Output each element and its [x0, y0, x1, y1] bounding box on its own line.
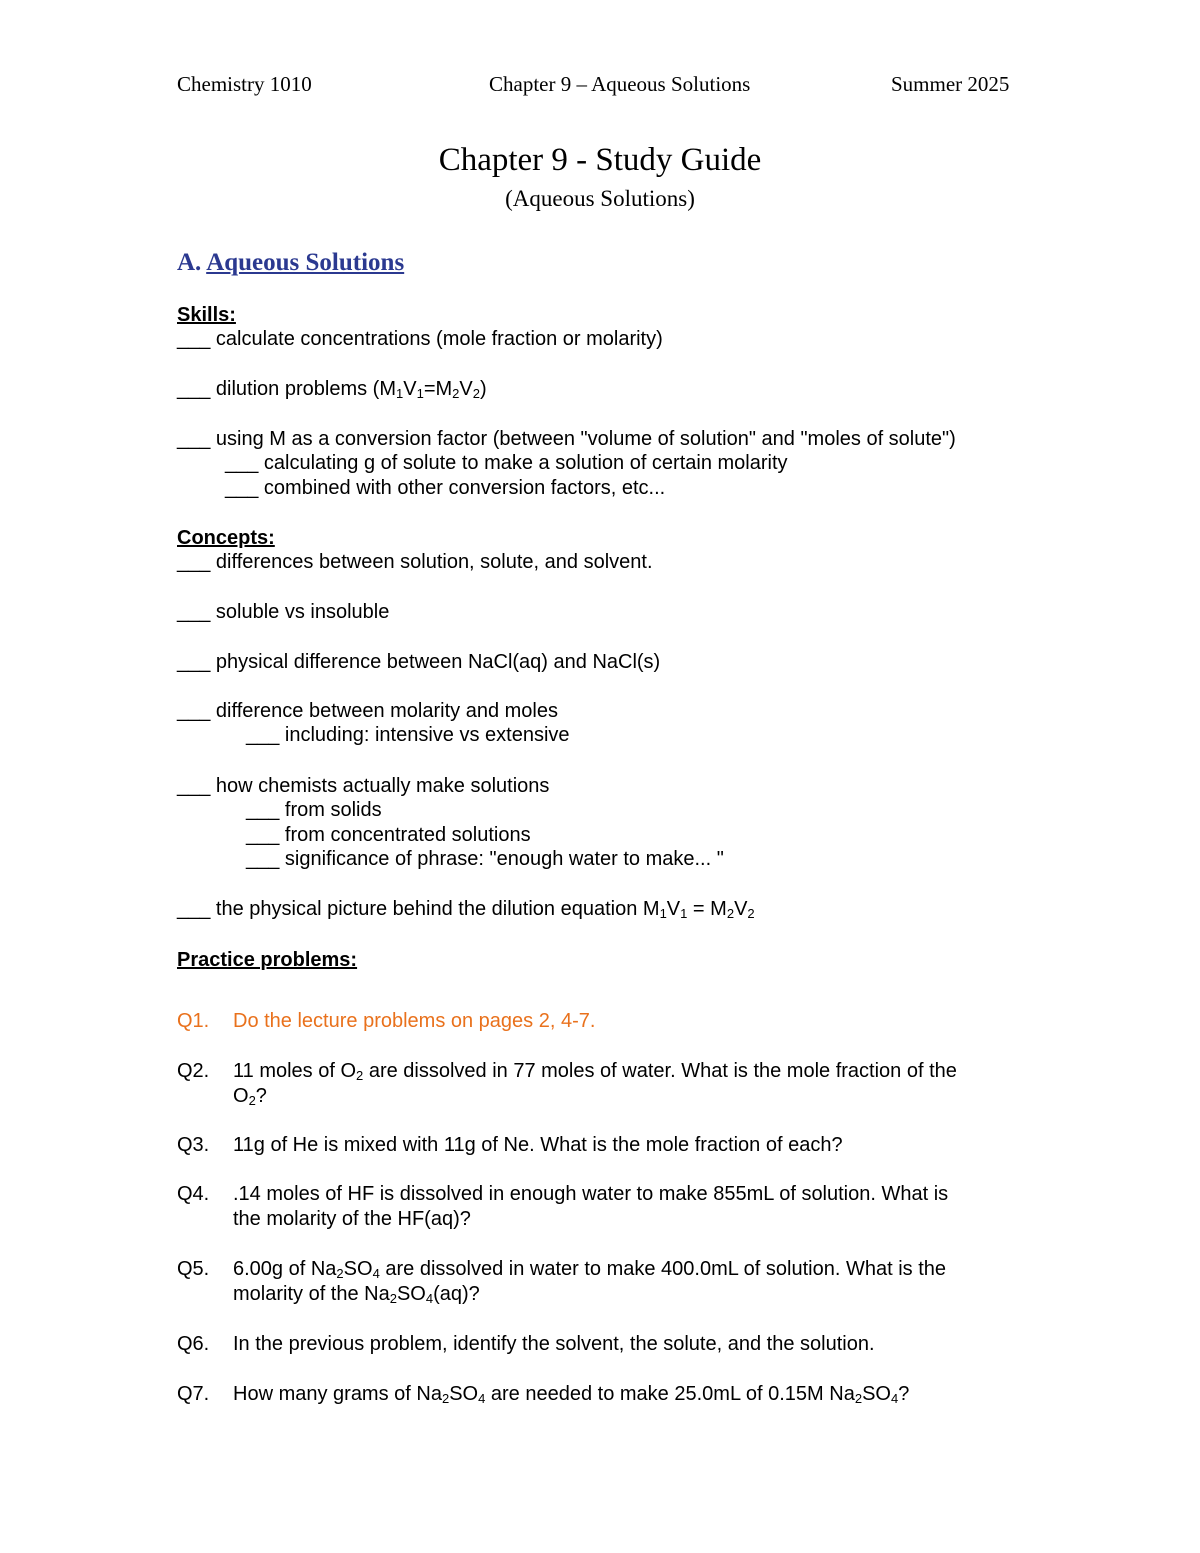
- question-text-cont: molarity of the $Na_2SO_4(aq)$?: [233, 1283, 480, 1306]
- skill-item: ___ using M as a conversion factor (between "volume of solution" and "moles of solute"): [177, 428, 956, 450]
- practice-label: Practice problems:: [177, 949, 358, 971]
- concept-item: ___ physical difference between NaCl(aq) and NaCl(s): [177, 651, 661, 673]
- question-number: Q6.: [177, 1333, 210, 1355]
- skill-subitem: ___ combined with other conversion factors, etc...: [225, 477, 666, 499]
- section-letter: A.: [177, 249, 202, 276]
- concept-item-dilution: ___ the physical picture behind the dilution equation $M_1V_1 = M_2V_2$: [177, 898, 755, 921]
- question-number: Q7.: [177, 1383, 210, 1405]
- question-text: 11 moles of $O_2$ are dissolved in 77 moles of water. What is the mole fraction of the: [233, 1060, 957, 1083]
- question-number: Q3.: [177, 1134, 210, 1156]
- section-heading: [177, 249, 404, 277]
- concept-item: ___ soluble vs insoluble: [177, 601, 390, 623]
- concept-item: ___ differences between solution, solute, and solvent.: [177, 551, 653, 573]
- header-course: Chemistry 1010: [177, 72, 312, 96]
- question-number: Q5.: [177, 1258, 210, 1280]
- page-title: Chapter 9 - Study Guide: [438, 142, 762, 178]
- question-text: 6.00g of $Na_2SO_4$ are dissolved in water to make 400.0mL of solution. What is the: [233, 1258, 947, 1281]
- concept-item: ___ how chemists actually make solutions: [177, 775, 550, 797]
- question-number: Q2.: [177, 1060, 210, 1082]
- concept-subitem: ___ from solids: [246, 799, 382, 821]
- question-text: .14 moles of HF is dissolved in enough water to make 855mL of solution. What is: [233, 1183, 949, 1205]
- question-number: Q1.: [177, 1010, 210, 1032]
- concept-item: ___ difference between molarity and moles: [177, 700, 558, 722]
- question-number: Q4.: [177, 1183, 210, 1205]
- page-subtitle: (Aqueous Solutions): [505, 186, 695, 211]
- question-text: 11g of He is mixed with 11g of Ne. What is the mole fraction of each?: [233, 1134, 843, 1156]
- concepts-label: Concepts:: [177, 527, 275, 549]
- section-title: Aqueous Solutions: [206, 249, 405, 276]
- skills-label: Skills:: [177, 304, 236, 326]
- header-chapter: Chapter 9 – Aqueous Solutions: [489, 72, 751, 96]
- skill-item: ___ calculate concentrations (mole fraction or molarity): [177, 328, 663, 350]
- skill-item-dilution: ___ dilution problems $(M_1V_1=M_2V_2)$: [177, 378, 487, 401]
- question-text-cont: $O_2$?: [233, 1085, 267, 1108]
- concept-subitem: ___ significance of phrase: "enough water to make... ": [246, 848, 724, 870]
- concept-subitem: ___ from concentrated solutions: [246, 824, 531, 846]
- question-text: In the previous problem, identify the solvent, the solute, and the solution.: [233, 1333, 875, 1355]
- question-text: How many grams of $Na_2SO_4$ are needed to make 25.0mL of 0.15M $Na_2SO_4$?: [233, 1383, 910, 1406]
- header-term: Summer 2025: [891, 72, 1010, 96]
- question-text: Do the lecture problems on pages 2, 4-7.: [233, 1010, 596, 1032]
- skill-subitem: ___ calculating g of solute to make a solution of certain molarity: [225, 452, 788, 474]
- question-text-cont: the molarity of the HF(aq)?: [233, 1208, 471, 1230]
- concept-subitem: ___ including: intensive vs extensive: [246, 724, 570, 746]
